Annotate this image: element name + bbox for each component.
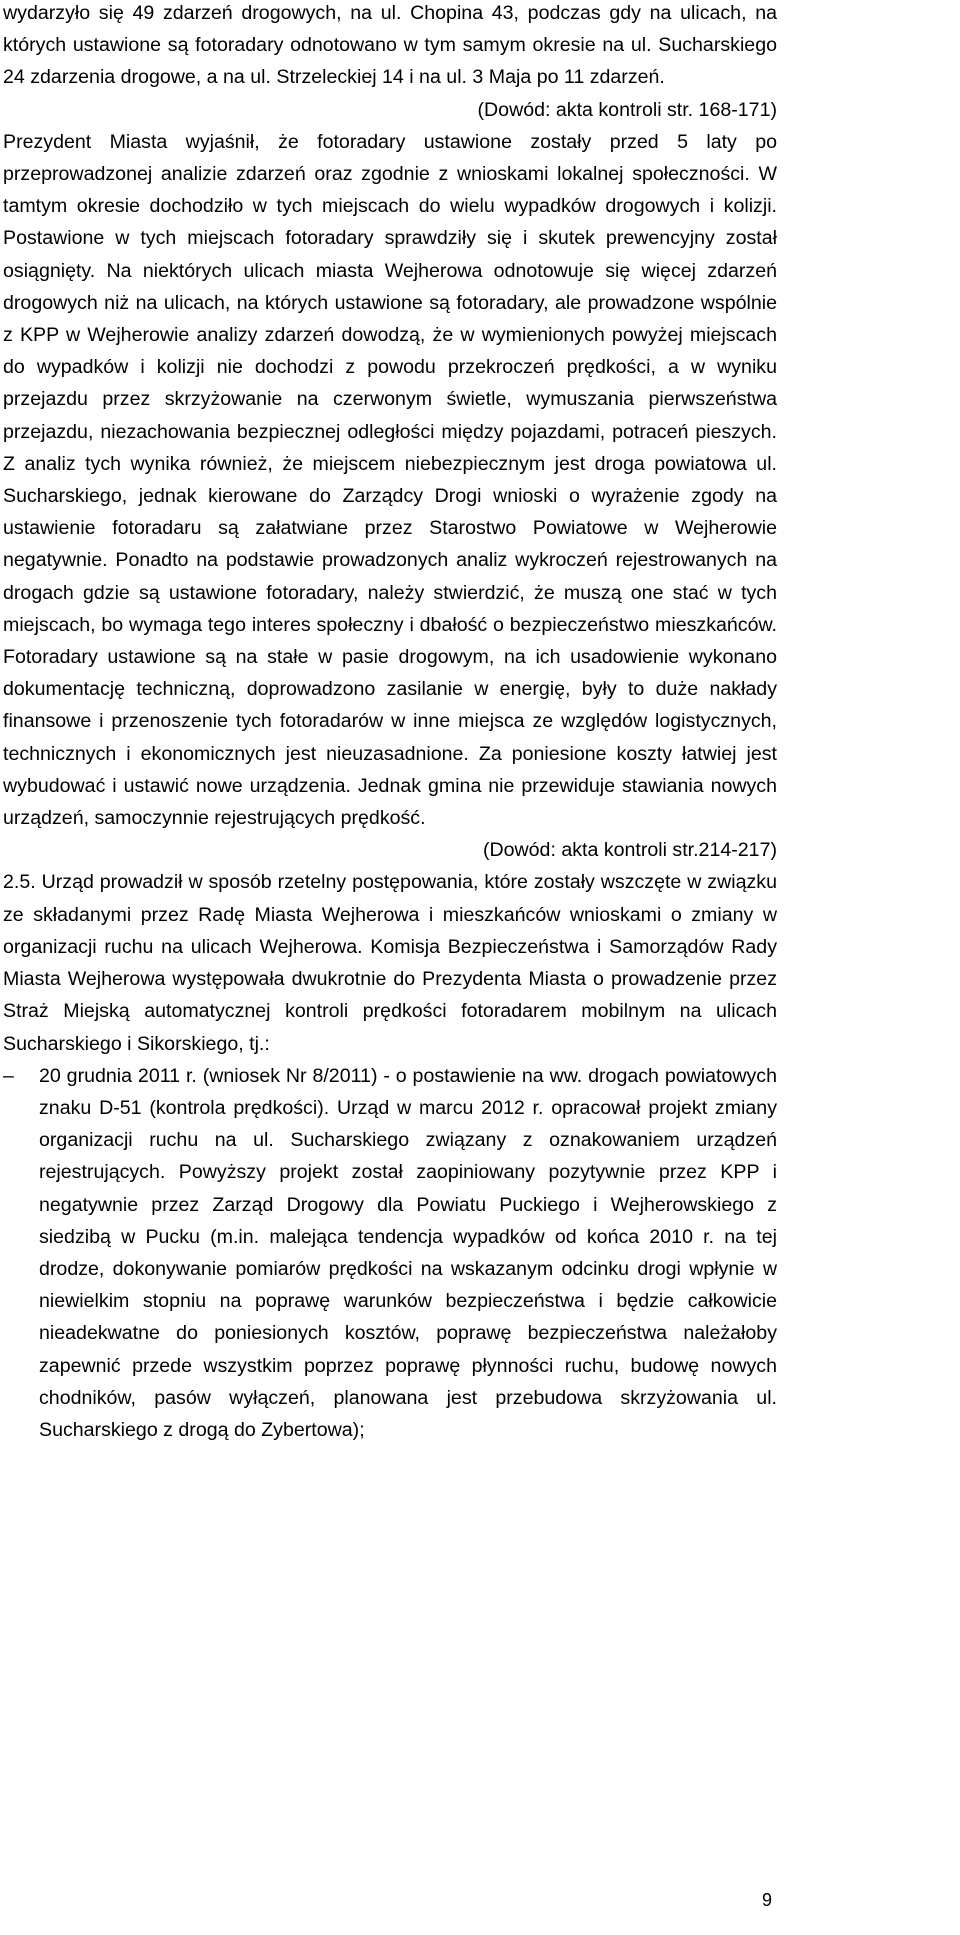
evidence-reference-2: (Dowód: akta kontroli str.214-217) <box>482 839 777 862</box>
evidence-reference-1: (Dowód: akta kontroli str. 168-171) <box>477 98 777 121</box>
paragraph-mayor-explanation: Prezydent Miasta wyjaśnił, że fotoradary ustawione zostały przed 5 laty po przeprowadzonej analizie zdarzeń oraz zgodnie z wnioskami lokalnej społeczności. W tamtym okresie dochodziło w tych miejscach do wielu wypadków drogowych i kolizji. Postawione w tych miejscach fotoradary sprawdziły się i skutek prewencyjny został osiągnięty. Na niektórych ulicach miasta Wejherowa odnotowuje się więcej zdarzeń drogowych niż na ulicach, na których ustawione są fotoradary, ale prowadzone wspólnie z KPP w Wejherowie analizy zdarzeń dowodzą, że w wymienionych powyżej miejscach do wypadków i kolizji nie dochodzi z powodu przekroczeń prędkości, a w wyniku przejazdu przez skrzyżowanie na czerwonym świetle, wymuszania pierwszeństwa przejazdu, niezachowania bezpiecznej odległości między pojazdami, potraceń pieszych. Z analiz tych wynika również, że miejscem niebezpiecznym jest droga powiatowa ul. Sucharskiego, jednak kierowane do Zarządcy Drogi wnioski o wyrażenie zgody na ustawienie fotoradaru są załatwiane przez Starostwo Powiatowe w Wejherowie negatywnie. Ponadto na podstawie prowadzonych analiz wykroczeń rejestrowanych na drogach gdzie są ustawione fotoradary, należy stwierdzić, że muszą one stać w tych miejscach, bo wymaga tego interes społeczny i dbałość o bezpieczeństwo mieszkańców. Fotoradary ustawione są na stałe w pasie drogowym, na ich usadowienie wykonano dokumentację techniczną, doprowadzono zasilanie w energię, były to duże nakłady finansowe i przenoszenie tych fotoradarów w inne miejsca ze względów logistycznych, technicznych i ekonomicznych jest nieuzasadnione. Za poniesione koszty łatwiej jest wybudować i ustawić nowe urządzenia. Jednak gmina nie przewiduje stawiania nowych urządzeń, samoczynnie rejestrujących prędkość. <box>3 130 777 830</box>
list-item <box>3 1060 777 1446</box>
paragraph-accidents-summary: wydarzyło się 49 zdarzeń drogowych, na ul. Chopina 43, podczas gdy na ulicach, na których ustawione są fotoradary odnotowano w tym samym okresie na ul. Sucharskiego 24 zdarzenia drogowe, a na ul. Strzeleckiej 14 i na ul. 3 Maja po 11 zdarzeń. <box>3 2 777 89</box>
section-2-5-paragraph: 2.5. Urząd prowadził w sposób rzetelny postępowania, które zostały wszczęte w związku ze składanymi przez Radę Miasta Wejherowa i mieszkańców wnioskami o zmiany w organizacji ruchu na ulicach Wejherowa. Komisja Bezpieczeństwa i Samorządów Rady Miasta Wejherowa występowała dwukrotnie do Prezydenta Miasta o prowadzenie przez Straż Miejską automatycznej kontroli prędkości fotoradarem mobilnym na ulicach Sucharskiego i Sikorskiego, tj.: <box>3 871 777 1055</box>
list-item-text: 20 grudnia 2011 r. (wniosek Nr 8/2011) - o postawienie na ww. drogach powiatowych znaku D-51 (kontrola prędkości). Urząd w marcu 2012 r. opracował projekt zmiany organizacji ruchu na ul. Sucharskiego związany z oznakowaniem urządzeń rejestrujących. Powyższy projekt został zaopiniowany pozytywnie przez KPP i negatywnie przez Zarząd Drogowy dla Powiatu Puckiego i Wejherowskiego z siedzibą w Pucku (m.in. malejąca tendencja wypadków od końca 2010 r. na tej drodze, dokonywanie pomiarów prędkości na wskazanym odcinku drogi wpłynie w niewielkim stopniu na poprawę warunków bezpieczeństwa i będzie całkowicie nieadekwatne do poniesionych kosztów, poprawę bezpieczeństwa należałoby zapewnić przede wszystkim poprzez poprawę płynności ruchu, budowę nowych chodników, pasów wyłączeń, planowana jest przebudowa skrzyżowania ul. Sucharskiego z drogą do Zybertowa); <box>39 1064 777 1441</box>
page-number: 9 <box>761 1890 772 1910</box>
document-page <box>3 0 777 1446</box>
request-list <box>3 1060 777 1446</box>
dash-bullet: – <box>3 1064 14 1087</box>
